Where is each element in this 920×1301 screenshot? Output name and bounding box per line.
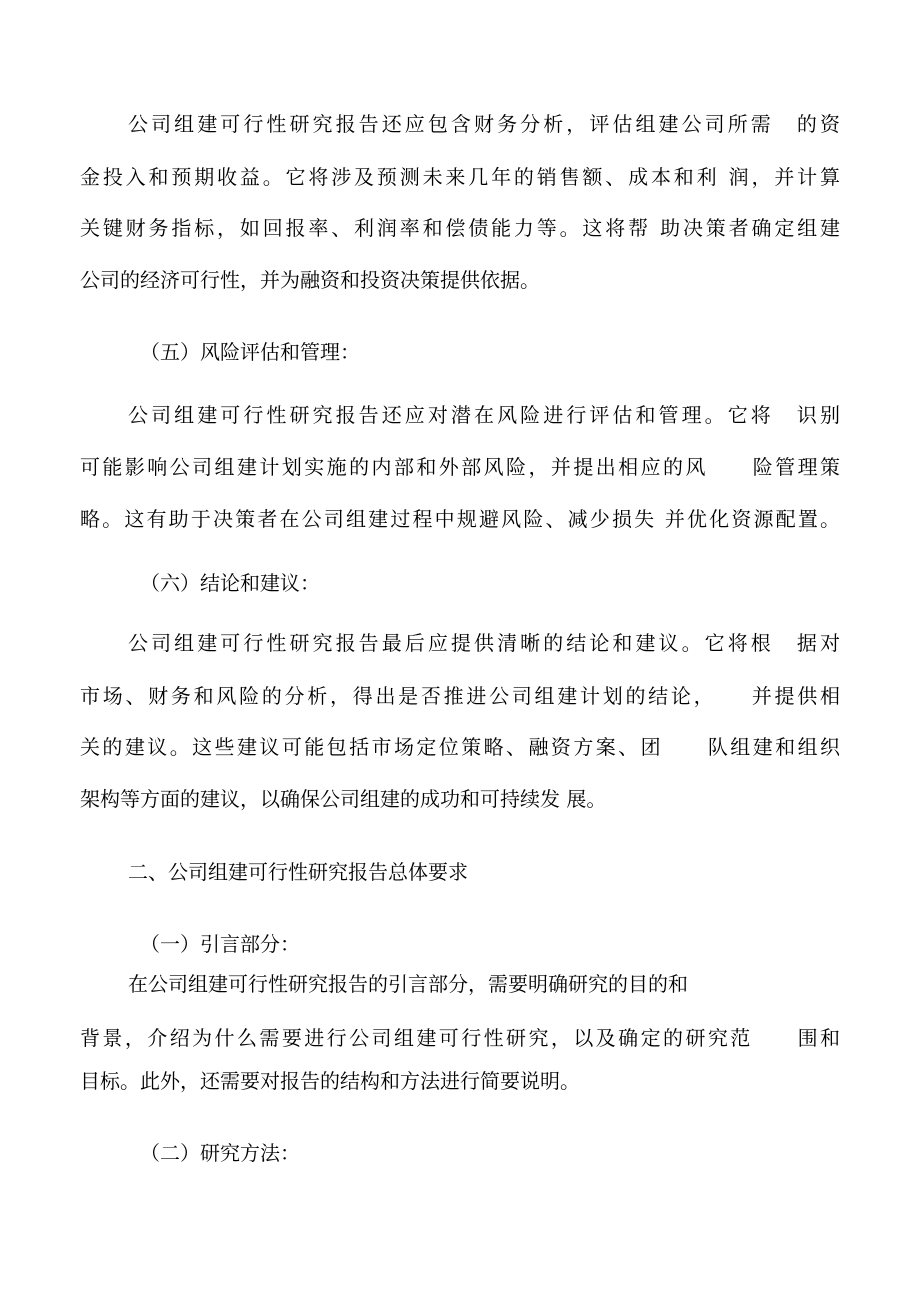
paragraph-line: 公司的经济可行性，并为融资和投资决策提供依据。 [80,268,540,292]
section-heading-6: （六）结论和建议： [140,571,320,595]
paragraph-line: 目标。此外，还需要对报告的结构和方法进行简要说明。 [80,1069,580,1093]
paragraph-line: 略。这有助于决策者在公司组建过程中规避风险、减少损失 并优化资源配置。 [80,507,840,531]
paragraph-line: 公司组建可行性研究报告还应对潜在风险进行评估和管理。它将 识别 [128,403,840,427]
paragraph-line: 在公司组建可行性研究报告的引言部分，需要明确研究的目的和 [128,972,688,996]
paragraph-line: 背景，介绍为什么需要进行公司组建可行性研究，以及确定的研究范 围和 [80,1026,840,1050]
paragraph-line: 公司组建可行性研究报告最后应提供清晰的结论和建议。它将根 据对 [128,631,840,655]
paragraph-line: 市场、财务和风险的分析，得出是否推进公司组建计划的结论， 并提供相 [80,684,840,708]
paragraph-line: 关键财务指标，如回报率、利润率和偿债能力等。这将帮 助决策者确定组建 [80,216,840,240]
paragraph-line: 关的建议。这些建议可能包括市场定位策略、融资方案、团 队组建和组织 [80,735,840,759]
paragraph-line: 公司组建可行性研究报告还应包含财务分析，评估组建公司所需 的资 [128,112,840,136]
paragraph-line: 金投入和预期收益。它将涉及预测未来几年的销售额、成本和利 润，并计算 [80,165,840,189]
section-heading-1: （一）引言部分： [140,932,300,956]
chapter-heading: 二、公司组建可行性研究报告总体要求 [128,860,468,884]
section-heading-5: （五）风险评估和管理： [140,340,360,364]
section-heading-2: （二）研究方法： [140,1141,300,1165]
paragraph-line: 可能影响公司组建计划实施的内部和外部风险，并提出相应的风 险管理策 [80,455,840,479]
paragraph-line: 架构等方面的建议，以确保公司组建的成功和可持续发 展。 [80,787,607,811]
